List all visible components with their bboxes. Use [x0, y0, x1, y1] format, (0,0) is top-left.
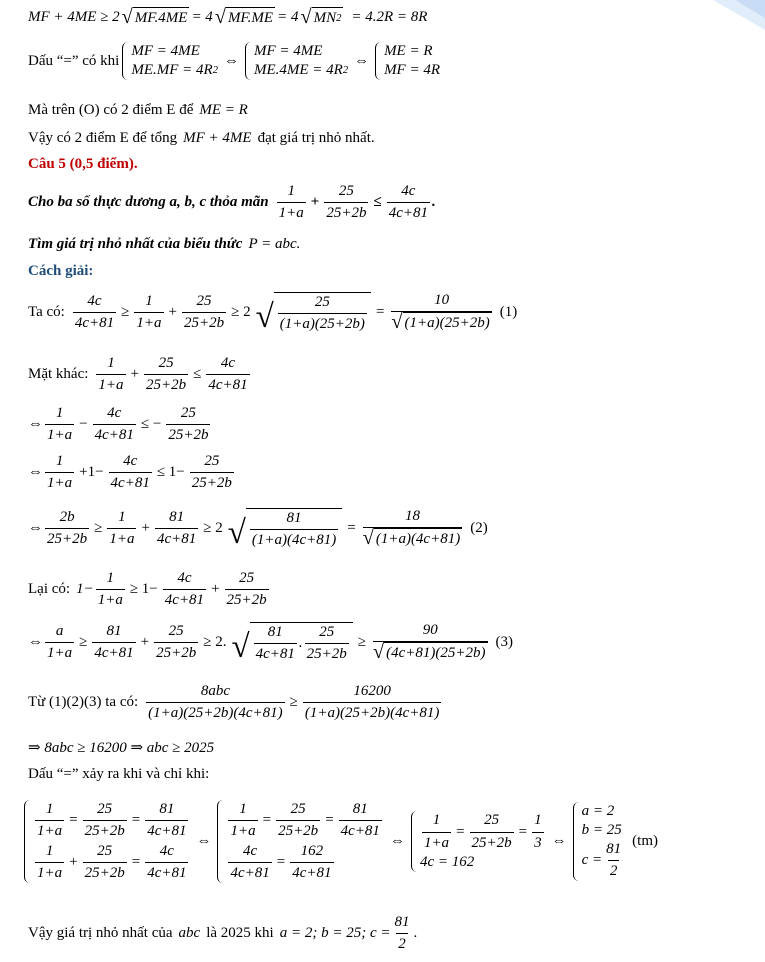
expr-part: = 4	[277, 8, 299, 25]
equiv-symbol: ⇔	[223, 52, 239, 69]
final-answer: Vậy giá trị nhỏ nhất của abc là 2025 khi a = 2; b = 25; c = $\frac{81}{2}$ .	[28, 914, 418, 953]
problem-statement: Cho ba số thực dương a, b, c thỏa mãn $\frac{1}{1+a}$ + $\frac{25}{25+2b}$ ≤ $\frac{4c}{4c+81}$ .	[28, 183, 436, 222]
final-system-2: $\frac{1}{1+a}$ = $\frac{25}{25+2b}$ = $\frac{81}{4c+81}$ $\frac{4c}{4c+81}$ = $\frac{162}{4c+81}$	[217, 800, 383, 883]
step-8: Từ (1)(2)(3) ta có: $\frac{\text{8abc}}{(1+a)(25+2b)(4c+81)}$ ≥ $\frac{16200}{(1+a)(25+2b)(4c+81)}$	[28, 683, 440, 722]
system-2: MF = 4ME ME.4ME = 4R 2	[245, 42, 348, 80]
step-5: ⇔ $\frac{2b}{25+2b}$ ≥ $\frac{1}{1+a}$ + $\frac{81}{4c+81}$ ≥ 2 √ $\frac{81}{(1+a)(4c+81)}$ = 18 √ (1+a)(4c+81) (2)	[28, 508, 488, 551]
problem-question: Tìm giá trị nhỏ nhất của biểu thức P = abc.	[28, 236, 301, 252]
system-3: ME = R MF = 4R	[375, 42, 440, 80]
step-6: Lại có: 1− $\frac{1}{1+a}$ ≥ 1− $\frac{4c}{4c+81}$ + $\frac{25}{25+2b}$	[28, 570, 267, 609]
system-1: MF = 4ME ME.MF = 4R 2	[122, 42, 218, 80]
corner-decoration	[695, 0, 765, 36]
expr-part: = 4.2R = 8R	[351, 8, 428, 25]
text: Dấu “=” có khi	[28, 52, 120, 69]
final-system-1: $\frac{1}{1+a}$ = $\frac{25}{25+2b}$ = $\frac{81}{4c+81}$ $\frac{1}{1+a}$ + $\frac{25}{25+2b}$ = $\frac{4c}{4c+81}$	[24, 800, 190, 883]
equality-condition-2: Dấu “=” xảy ra khi và chỉ khi:	[28, 766, 210, 782]
question-5-heading: Câu 5 (0,5 điểm).	[28, 156, 138, 172]
sqrt-mf4me: √ MF.4ME	[121, 6, 188, 28]
sqrt-mn2: √ MN 2	[300, 6, 342, 28]
equiv-symbol: ⇔	[354, 52, 370, 69]
final-systems: $\frac{1}{1+a}$ = $\frac{25}{25+2b}$ = $\frac{81}{4c+81}$ $\frac{1}{1+a}$ + $\frac{25}{25+2b}$ = $\frac{4c}{4c+81}$ ⇔ $\frac{1}{1+a}$ = $\frac{25}{25+2b}$ = $\frac{81}{4c+81}$ $\frac{4c}{4c+81}$ = $\frac{162}{4c+81}$ ⇔ $\frac{1}{1+a}$ = $\frac{25}{25+2b}$ = $\frac{1}{3}$ 4c = 162 ⇔ a = 2 b = 25 c = $\frac{81}{2}$ (tm)	[24, 800, 658, 883]
equality-condition-1	[28, 42, 443, 80]
expr-part: = 4	[191, 8, 213, 25]
sqrt-mfme: √ MF.ME	[214, 6, 274, 28]
final-system-3: $\frac{1}{1+a}$ = $\frac{25}{25+2b}$ = $\frac{1}{3}$ 4c = 162	[411, 811, 546, 872]
final-system-4: a = 2 b = 25 c = $\frac{81}{2}$	[573, 802, 626, 882]
step-9: ⇒ 8abc ≥ 16200 ⇒ abc ≥ 2025	[28, 740, 215, 756]
expr-part: MF + 4ME ≥ 2	[28, 8, 120, 25]
conclusion-part-4: Vậy có 2 điểm E để tổng MF + 4ME đạt giá trị nhỏ nhất.	[28, 130, 375, 146]
step-2: Mặt khác: $\frac{1}{1+a}$ + $\frac{25}{25+2b}$ ≤ $\frac{4c}{4c+81}$	[28, 355, 248, 394]
solution-heading: Cách giải:	[28, 263, 94, 279]
step-1: Ta có: $\frac{4c}{4c+81}$ ≥ $\frac{1}{1+a}$ + $\frac{25}{25+2b}$ ≥ 2 √ $\frac{25}{(1+a)(25+2b)}$ = 10 √ (1+a)(25+2b) (1)	[28, 292, 518, 335]
step-3: ⇔ $\frac{1}{1+a}$ − $\frac{4c}{4c+81}$ ≤ − $\frac{25}{25+2b}$	[28, 405, 209, 444]
step-7: ⇔ $\frac{a}{1+a}$ ≥ $\frac{81}{4c+81}$ + $\frac{25}{25+2b}$ ≥ 2. √ $\frac{81}{4c+81}$ . $\frac{25}{25+2b}$ ≥ 90 √ (4c+81)(25+2b) (3)	[28, 622, 513, 665]
inequality-mf-me	[28, 7, 427, 27]
step-4: ⇔ $\frac{1}{1+a}$ +1− $\frac{4c}{4c+81}$ ≤ 1− $\frac{25}{25+2b}$	[28, 453, 232, 492]
two-points-line: Mà trên (O) có 2 điểm E để ME = R	[28, 102, 248, 118]
